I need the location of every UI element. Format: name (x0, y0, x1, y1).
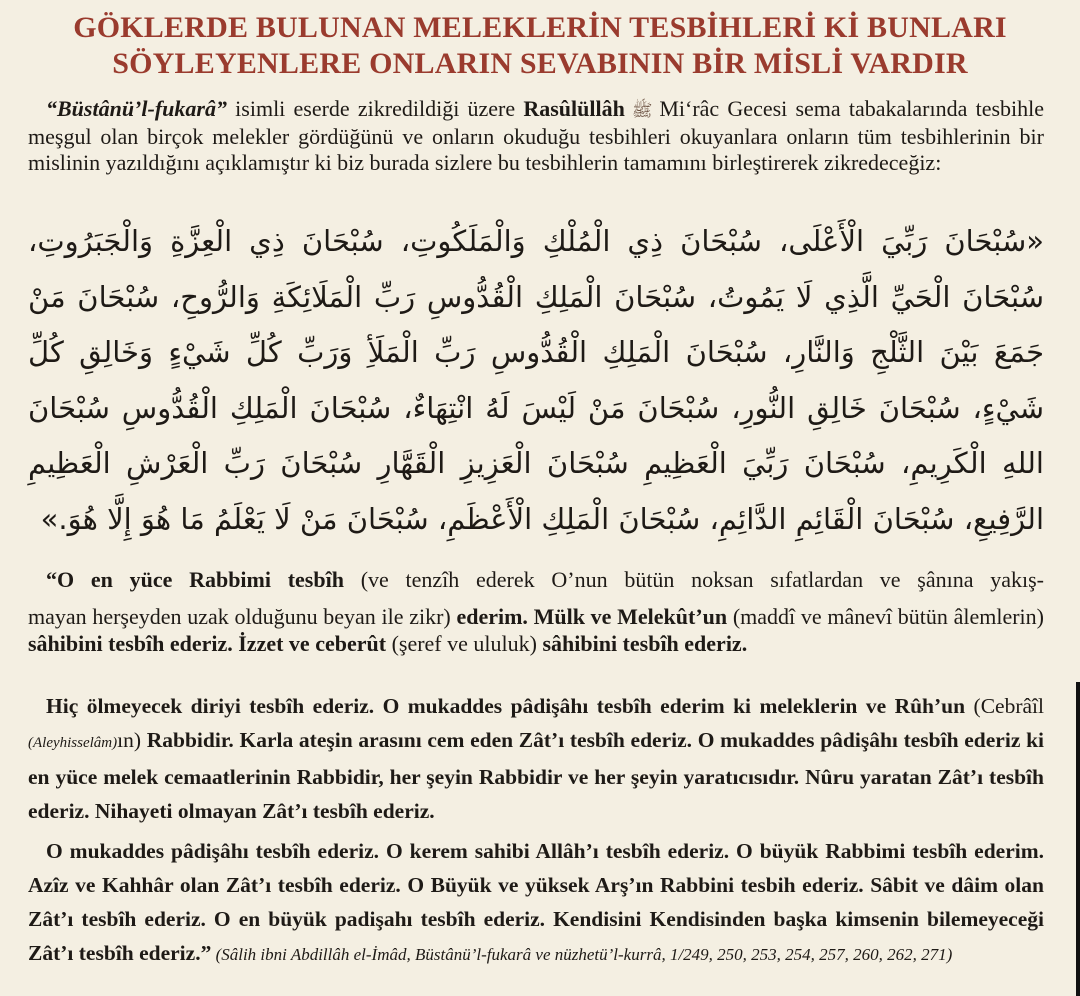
source-citation: (Sâlih ibni Abdillâh el-İmâd, Büstânü’l-fukarâ ve nüzhetü’l-kurrâ, 1/249, 250, 253, 254, 257, 260, 262, 271) (211, 945, 953, 964)
prophet-name: Rasûlüllâh (523, 96, 625, 121)
aleyhisselam-note: (Aleyhisselâm) (28, 735, 118, 751)
tr2-normal-2: ın) (117, 728, 147, 752)
salawat-symbol: ﷺ (624, 101, 660, 120)
tr1-normal-1: (ve tenzîh ederek O’nun bütün noksan sıfatlardan ve şânına yakış- (343, 567, 1044, 592)
tr1-normal-3: (maddî ve mânevî bütün âlemlerin) (727, 604, 1044, 629)
tr1-normal-4: (şeref ve ululuk) (386, 631, 543, 656)
tr1-bold-4: sâhibini tesbîh ederiz. (542, 631, 748, 656)
tr2-normal-1: (Cebrâîl (965, 694, 1044, 718)
tr1-bold-1: “O en yüce Rabbimi tesbîh (46, 567, 344, 592)
intro-text-2: Mi‘râc Gecesi sema tabakalarında tesbihle meşgul olan birçok melekler gördüğünü ve onların okuduğu tesbihleri okuyanlara onların tüm tesbihlerinin bir mislinin yazıldığını açıklamıştır ki biz burada sizlere bu tesbihlerin tamamını birleştirerek zikredeceğiz: (28, 96, 1045, 175)
translation-paragraph-1 (28, 566, 1044, 657)
intro-text-1: isimli eserde zikredildiği üzere (226, 96, 524, 121)
tr1-normal-2: mayan herşeyden uzak olduğunu beyan ile zikr) (28, 604, 457, 629)
tr2-bold-1: Hiç ölmeyecek diriyi tesbîh ederiz. O mukaddes pâdişâhı tesbîh ederim ki meleklerin ve Rûh’un (46, 694, 966, 718)
title-line-1: GÖKLERDE BULUNAN MELEKLERİN TESBİHLERİ Kİ BUNLARI (73, 11, 1007, 44)
tr2-bold-2: Rabbidir. Karla ateşin arasını cem eden Zât’ı tesbîh ederiz. O mukaddes pâdişâhı tesbîh ederiz ki en yüce melek cemaatlerinin Rabbidir, her şeyin Rabbidir ve her şeyin yaratıcısıdır. Nûru yaratan Zât’ı tesbîh ederiz. Nihayeti olmayan Zât’ı tesbîh ederiz. (28, 728, 1045, 823)
translation-paragraph-3 (28, 834, 1044, 972)
arabic-tesbih-text: «سُبْحَانَ رَبِّيَ الْأَعْلَى، سُبْحَانَ ذِي الْمُلْكِ وَالْمَلَكُوتِ، سُبْحَانَ ذِي الْعِزَّةِ وَالْجَبَرُوتِ، سُبْحَانَ الْحَيِّ الَّذِي لَا يَمُوتُ، سُبْحَانَ الْمَلِكِ الْقُدُّوسِ رَبِّ الْمَلَائِكَةِ وَالرُّوحِ، سُبْحَانَ مَنْ جَمَعَ بَيْنَ الثَّلْجِ وَالنَّارِ، سُبْحَانَ الْمَلِكِ الْقُدُّوسِ رَبِّ الْمَلَأِ وَرَبِّ كُلِّ شَيْءٍ وَخَالِقِ كُلِّ شَيْءٍ، سُبْحَانَ خَالِقِ النُّورِ، سُبْحَانَ مَنْ لَيْسَ لَهُ انْتِهَاءٌ، سُبْحَانَ الْمَلِكِ الْقُدُّوسِ سُبْحَانَ اللهِ الْكَرِيمِ، سُبْحَانَ رَبِّيَ الْعَظِيمِ سُبْحَانَ الْعَزِيزِ الْقَهَّارِ سُبْحَانَ رَبِّ الْعَرْشِ الْعَظِيمِ الرَّفِيعِ، سُبْحَانَ الْقَائِمِ الدَّائِمِ، سُبْحَانَ الْمَلِكِ الْأَعْظَمِ، سُبْحَانَ مَنْ لَا يَعْلَمُ مَا هُوَ إِلَّا هُوَ.» (28, 224, 1044, 536)
book-title: “Büstânü’l-fukarâ” (46, 96, 227, 121)
tr1-bold-2: ederim. Mülk ve Melekût’un (456, 604, 728, 629)
tr3-bold-1: O mukaddes pâdişâhı tesbîh ederiz. O kerem sahibi Allâh’ı tesbîh ederiz. O büyük Rabbimi tesbîh ederim. Azîz ve Kahhâr olan Zât’ı tesbîh ederiz. O Büyük ve yüksek Arş’ın Rabbini tesbih ederiz. Sâbit ve dâim olan Zât’ı tesbîh ederiz. O en büyük padişahı tesbîh ederiz. Kendisini Kendisinden başka kimsenin bilemeyeceği Zât’ı tesbîh ederiz.” (28, 839, 1044, 965)
tr1-bold-3: sâhibini tesbîh ederiz. İzzet ve ceberût (28, 631, 387, 656)
page-edge-divider (1076, 682, 1080, 996)
title-line-2: SÖYLEYENLERE ONLARIN SEVABININ BİR MİSLİ VARDIR (112, 47, 968, 80)
translation-paragraph-2 (28, 689, 1044, 828)
intro-paragraph (28, 96, 1044, 176)
